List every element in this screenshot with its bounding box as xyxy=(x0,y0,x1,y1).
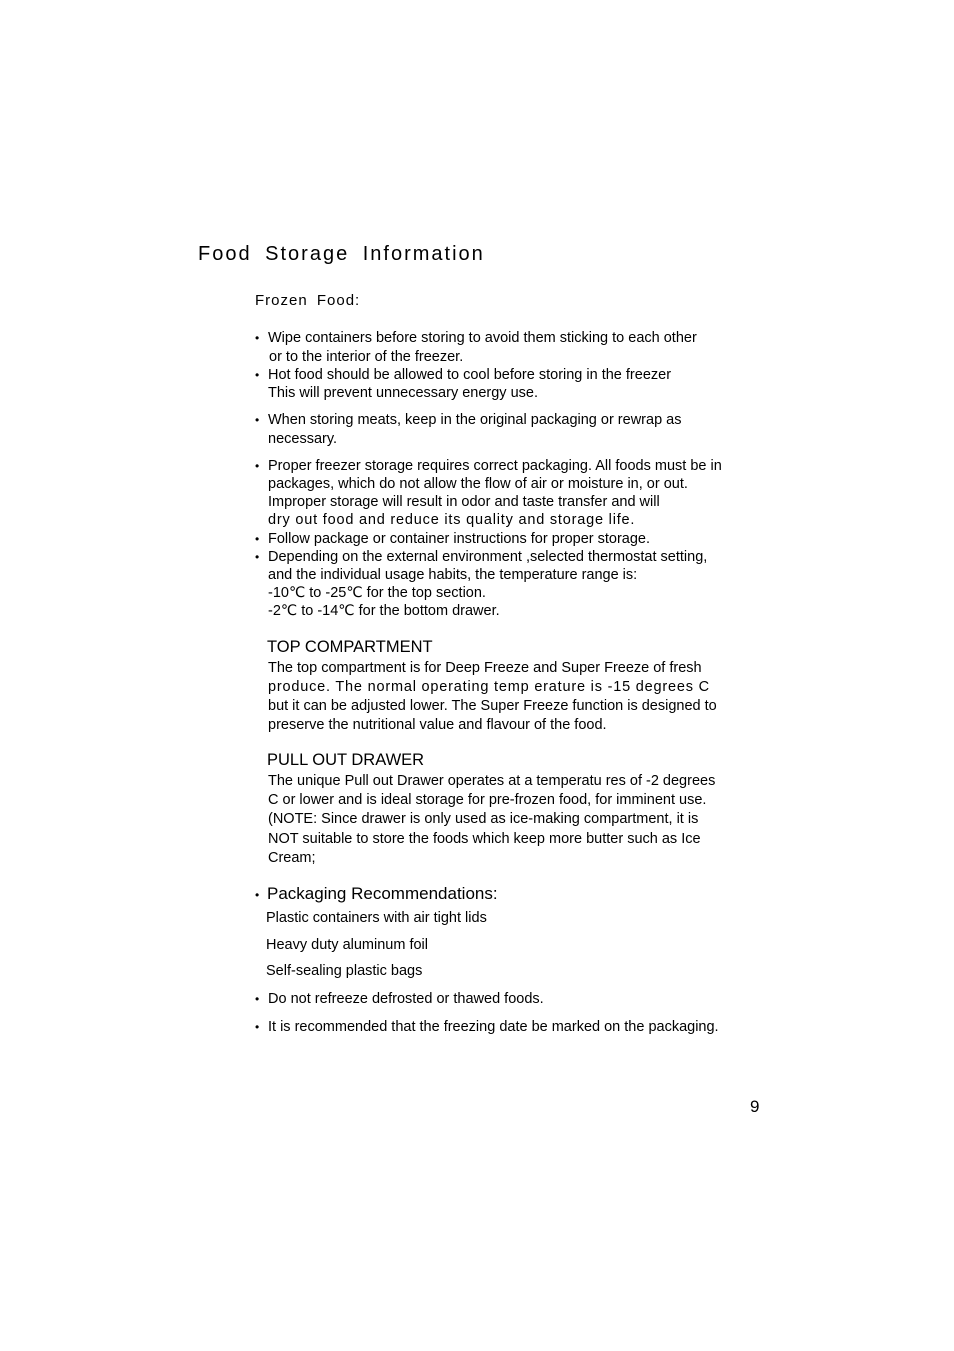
text-line: packages, which do not allow the flow of air or moisture in, or out. xyxy=(268,476,688,492)
bullet: • xyxy=(255,459,260,473)
text-line: C or lower and is ideal storage for pre-frozen food, for imminent use. xyxy=(268,792,707,808)
text-line: Wipe containers before storing to avoid them sticking to each other xyxy=(268,330,697,346)
text-line: When storing meats, keep in the original packaging or rewrap as xyxy=(268,412,682,428)
bullet: • xyxy=(255,992,260,1006)
text-line: Improper storage will result in odor and taste transfer and will xyxy=(268,494,660,510)
bullet: • xyxy=(255,888,260,902)
text-line: The top compartment is for Deep Freeze and Super Freeze of fresh xyxy=(268,660,702,676)
text-line: It is recommended that the freezing date be marked on the packaging. xyxy=(268,1019,719,1035)
text-line: The unique Pull out Drawer operates at a temperatu res of -2 degrees xyxy=(268,773,716,789)
text-line: or to the interior of the freezer. xyxy=(269,349,464,365)
text-line: Cream; xyxy=(268,850,316,866)
text-line: (NOTE: Since drawer is only used as ice-making compartment, it is xyxy=(268,811,699,827)
section-subtitle: Frozen Food: xyxy=(255,292,361,309)
pull-out-drawer-heading: PULL OUT DRAWER xyxy=(267,751,425,769)
bullet: • xyxy=(255,532,260,546)
text-line: -2℃ to -14℃ for the bottom drawer. xyxy=(268,603,500,619)
list-item: Self-sealing plastic bags xyxy=(266,963,423,979)
text-line: Do not refreeze defrosted or thawed foods. xyxy=(268,991,544,1007)
list-item: Plastic containers with air tight lids xyxy=(266,910,487,926)
bullet: • xyxy=(255,331,260,345)
text-line: necessary. xyxy=(268,431,338,447)
text-line: -10℃ to -25℃ for the top section. xyxy=(268,585,486,601)
bullet: • xyxy=(255,1020,260,1034)
text-line: produce. The normal operating temp erature is -15 degrees C xyxy=(268,679,710,695)
text-line: NOT suitable to store the foods which keep more butter such as Ice xyxy=(268,831,701,847)
text-line: Follow package or container instructions for proper storage. xyxy=(268,531,651,547)
text-line: This will prevent unnecessary energy use. xyxy=(268,385,538,401)
text-line: but it can be adjusted lower. The Super Freeze function is designed to xyxy=(268,698,717,714)
text-line: preserve the nutritional value and flavour of the food. xyxy=(268,717,607,733)
text-line: Proper freezer storage requires correct packaging. All foods must be in xyxy=(268,458,722,474)
top-compartment-heading: TOP COMPARTMENT xyxy=(267,638,433,656)
packaging-heading: Packaging Recommendations: xyxy=(267,884,498,903)
page-number: 9 xyxy=(750,1097,760,1116)
bullet: • xyxy=(255,368,260,382)
text-line: Depending on the external environment ,selected thermostat setting, xyxy=(268,549,708,565)
bullet: • xyxy=(255,550,260,564)
text-line: dry out food and reduce its quality and storage life. xyxy=(268,512,636,528)
text-line: and the individual usage habits, the temperature range is: xyxy=(268,567,638,583)
list-item: Heavy duty aluminum foil xyxy=(266,937,428,953)
page-title: Food Storage Information xyxy=(198,243,485,265)
bullet: • xyxy=(255,413,260,427)
text-line: Hot food should be allowed to cool before storing in the freezer xyxy=(268,367,672,383)
